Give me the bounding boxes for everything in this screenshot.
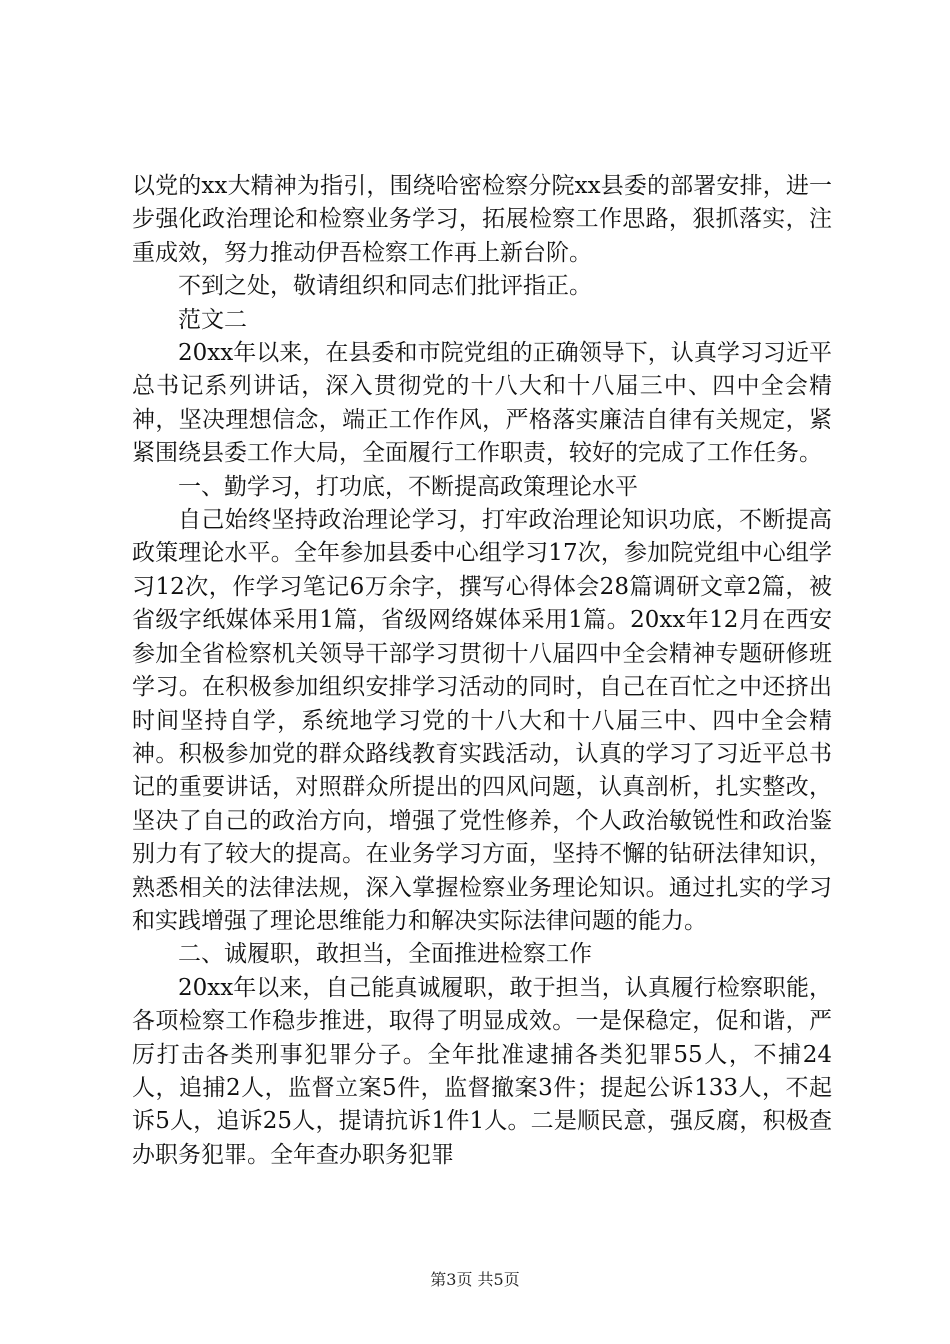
paragraph-study: 自己始终坚持政治理论学习，打牢政治理论知识功底，不断提高政策理论水平。全年参加县委中心组学习17次，参加院党组中心组学习12次，作学习笔记6万余字，撰写心得体会28篇调研文章2篇，被省级字纸媒体采用1篇，省级网络媒体采用1篇。20xx年12月在西安参加全省检察机关领导干部学习贯彻十八届四中全会精神专题研修班学习。在积极参加组织安排学习活动的同时，自己在百忙之中还挤出时间坚持自学，系统地学习党的十八大和十八届三中、四中全会精神。积极参加党的群众路线教育实践活动，认真的学习了习近平总书记的重要讲话，对照群众所提出的四风问题，认真剖析，扎实整改，坚决了自己的政治方向，增强了党性修养，个人政治敏锐性和政治鉴别力有了较大的提高。在业务学习方面，坚持不懈的钻研法律知识，熟悉相关的法律法规，深入掌握检察业务理论知识。通过扎实的学习和实践增强了理论思维能力和解决实际法律问题的能力。	[132, 507, 832, 934]
paragraph-duty: 20xx年以来，自己能真诚履职，敢于担当，认真履行检察职能，各项检察工作稳步推进，取得了明显成效。一是保稳定，促和谐，严厉打击各类刑事犯罪分子。全年批准逮捕各类犯罪55人，不捕24人，追捕2人，监督立案5件，监督撤案3件；提起公诉133人，不起诉5人，追诉25人，提请抗诉1件1人。二是顺民意，强反腐，积极查办职务犯罪。全年查办职务犯罪	[132, 974, 832, 1168]
document-body	[132, 170, 832, 1172]
paragraph-continuation: 以党的xx大精神为指引，围绕哈密检察分院xx县委的部署安排，进一步强化政治理论和检察业务学习，拓展检察工作思路，狠抓落实，注重成效，努力推动伊吾检察工作再上新台阶。	[132, 173, 832, 266]
section-heading-sample-two: 范文二	[178, 306, 247, 333]
page-footer: 第3页 共5页	[430, 1270, 520, 1289]
section-heading-study: 一、勤学习，打功底，不断提高政策理论水平	[178, 473, 638, 500]
section-heading-duty: 二、诚履职，敢担当，全面推进检察工作	[178, 941, 592, 968]
paragraph-closing-remark: 不到之处，敬请组织和同志们批评指正。	[178, 273, 592, 300]
paragraph-intro: 20xx年以来，在县委和市院党组的正确领导下，认真学习习近平总书记系列讲话，深入贯彻党的十八大和十八届三中、四中全会精神，坚决理想信念，端正工作作风，严格落实廉洁自律有关规定，紧紧围绕县委工作大局，全面履行工作职责，较好的完成了工作任务。	[132, 340, 832, 467]
